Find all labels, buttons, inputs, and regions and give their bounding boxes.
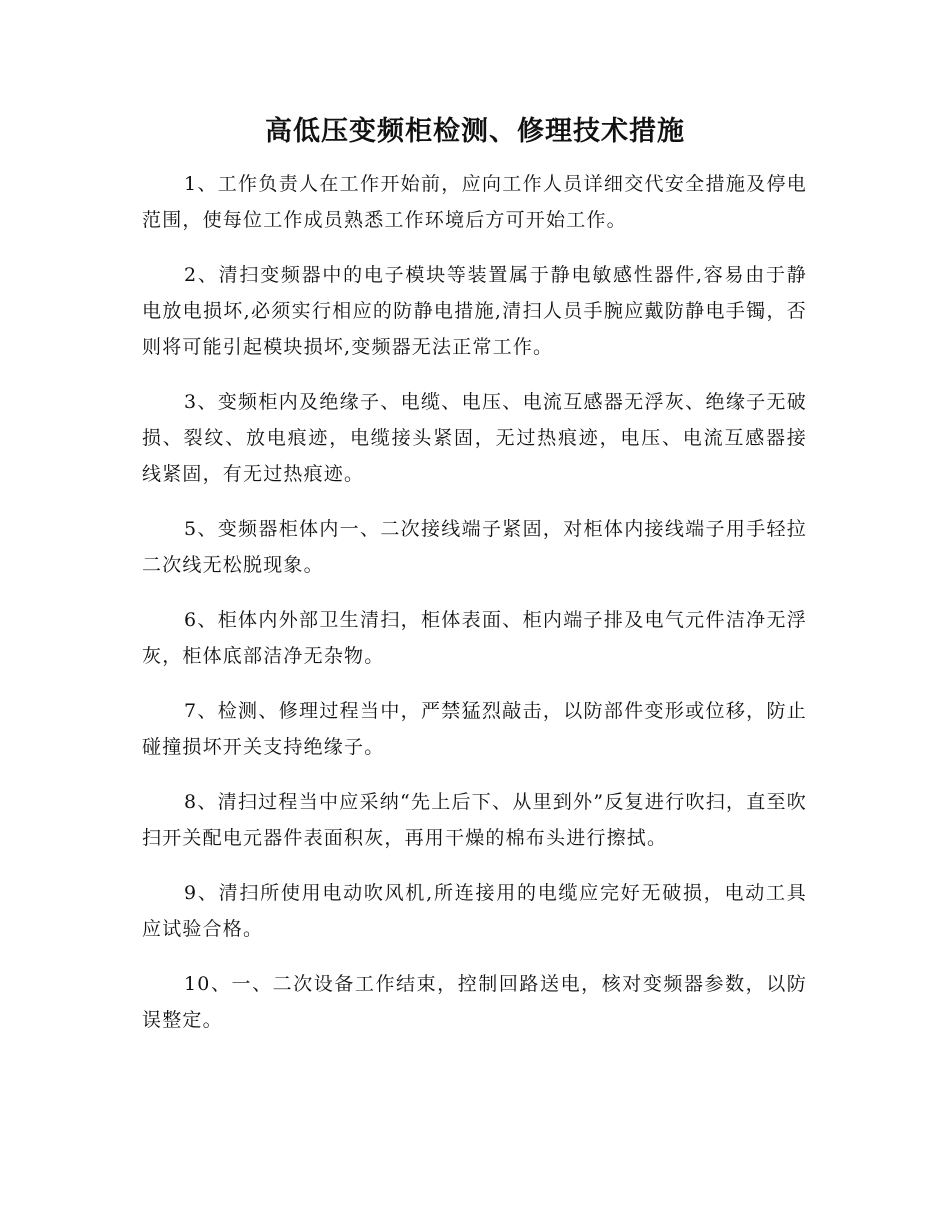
paragraph-8: 8、清扫过程当中应采纳“先上后下、从里到外”反复进行吹扫，直至吹扫开关配电元器件表面积灰，再用干燥的棉布头进行擦拭。 bbox=[142, 791, 807, 849]
document-body bbox=[142, 166, 807, 1057]
paragraph-9: 9、清扫所使用电动吹风机,所连接用的电缆应完好无破损，电动工具应试验合格。 bbox=[142, 882, 807, 940]
paragraph-1: 1、工作负责人在工作开始前，应向工作人员详细交代安全措施及停电范围，使每位工作成员熟悉工作环境后方可开始工作。 bbox=[142, 173, 807, 231]
paragraph-3: 3、变频柜内及绝缘子、电缆、电压、电流互感器无浮灰、绝缘子无破损、裂纹、放电痕迹，电缆接头紧固，无过热痕迹，电压、电流互感器接线紧固，有无过热痕迹。 bbox=[142, 391, 807, 485]
paragraph-7: 7、检测、修理过程当中，严禁猛烈敲击，以防部件变形或位移，防止碰撞损坏开关支持绝缘子。 bbox=[142, 700, 807, 758]
paragraph-6: 6、柜体内外部卫生清扫，柜体表面、柜内端子排及电气元件洁净无浮灰，柜体底部洁净无杂物。 bbox=[142, 609, 807, 667]
paragraph-2: 2、清扫变频器中的电子模块等装置属于静电敏感性器件,容易由于静电放电损坏,必须实行相应的防静电措施,清扫人员手腕应戴防静电手镯，否则将可能引起模块损坏,变频器无法正常工作。 bbox=[142, 264, 807, 358]
paragraph-5: 5、变频器柜体内一、二次接线端子紧固，对柜体内接线端子用手轻拉二次线无松脱现象。 bbox=[142, 518, 807, 576]
paragraph-10: 10、一、二次设备工作结束，控制回路送电，核对变频器参数，以防误整定。 bbox=[142, 973, 807, 1031]
document-title: 高低压变频柜检测、修理技术措施 bbox=[265, 116, 685, 147]
